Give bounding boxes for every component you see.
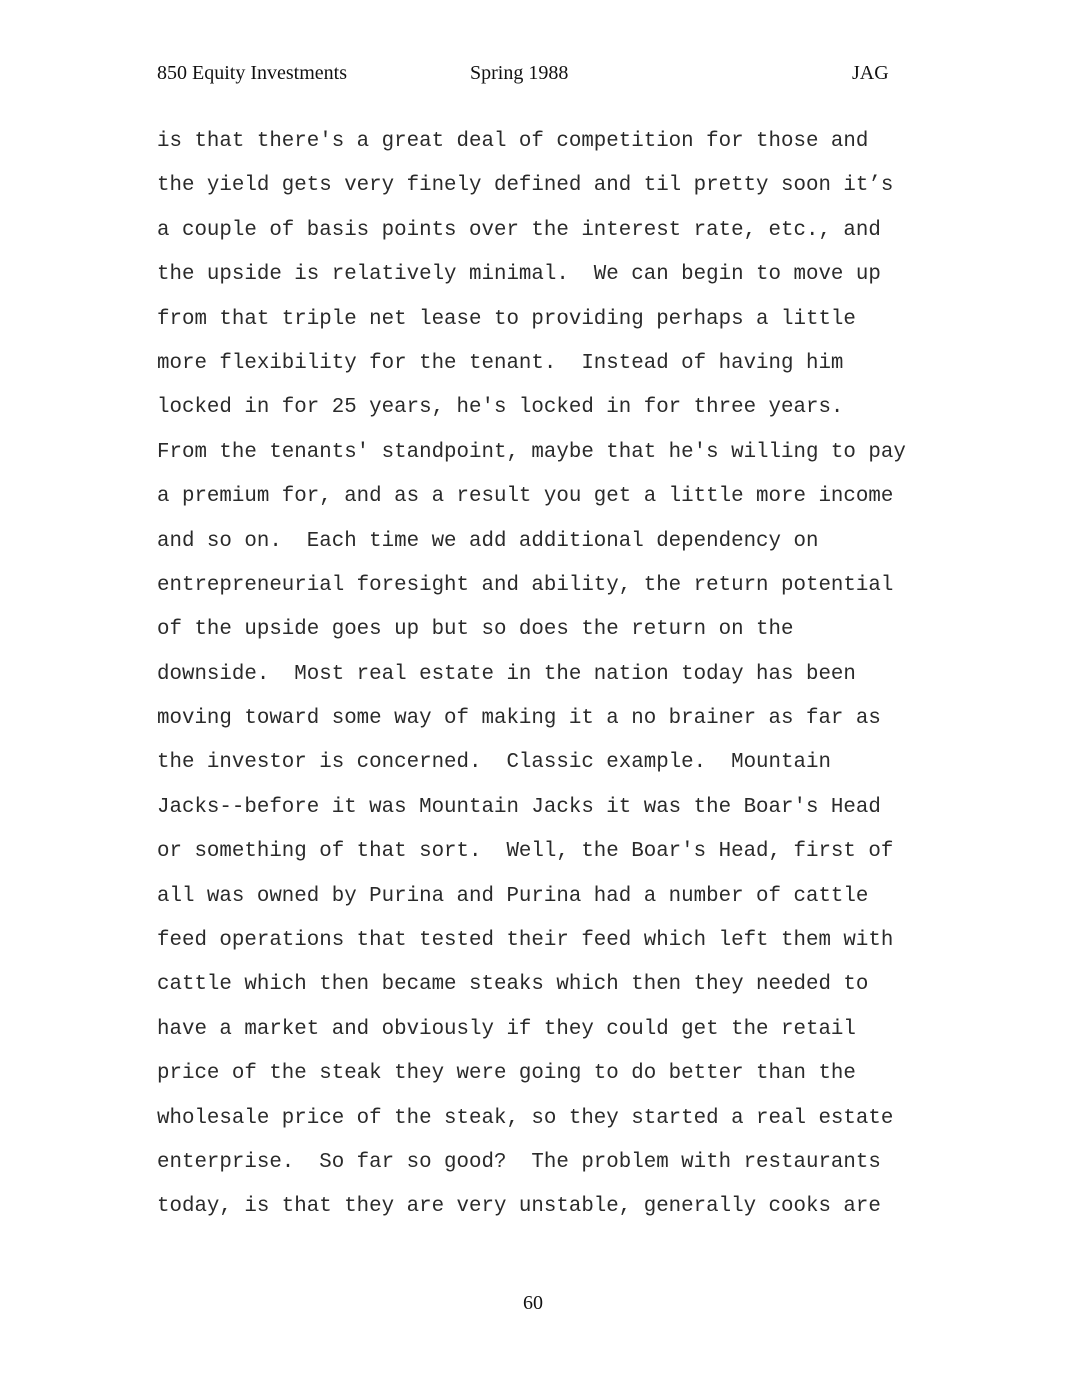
text-line: Jacks--before it was Mountain Jacks it was the Boar's Head	[157, 795, 881, 819]
text-line: wholesale price of the steak, so they started a real estate	[157, 1106, 894, 1130]
page-header	[0, 62, 1066, 92]
text-line: entrepreneurial foresight and ability, the return potential	[157, 573, 894, 597]
header-term: Spring 1988	[470, 62, 569, 84]
text-line: cattle which then became steaks which then they needed to	[157, 973, 869, 997]
text-line: feed operations that tested their feed which left them with	[157, 929, 894, 953]
text-line: moving toward some way of making it a no brainer as far as	[157, 707, 881, 731]
text-line: have a market and obviously if they could get the retail	[157, 1017, 856, 1041]
text-line: enterprise. So far so good? The problem with restaurants	[157, 1150, 881, 1174]
text-line: downside. Most real estate in the nation today has been	[157, 662, 856, 686]
text-line: more flexibility for the tenant. Instead of having him	[157, 351, 844, 375]
text-line: and so on. Each time we add additional dependency on	[157, 529, 819, 553]
text-line: the upside is relatively minimal. We can begin to move up	[157, 263, 881, 287]
transcript-body	[157, 120, 957, 1230]
text-line: price of the steak they were going to do better than the	[157, 1062, 856, 1086]
text-line: of the upside goes up but so does the return on the	[157, 618, 794, 642]
text-line: today, is that they are very unstable, generally cooks are	[157, 1195, 881, 1219]
text-line: locked in for 25 years, he's locked in for three years.	[157, 396, 844, 420]
page-number: 60	[523, 1292, 543, 1314]
text-line: from that triple net lease to providing perhaps a little	[157, 307, 856, 331]
text-line: a premium for, and as a result you get a little more income	[157, 485, 894, 509]
text-line: or something of that sort. Well, the Boar's Head, first of	[157, 840, 894, 864]
text-line: From the tenants' standpoint, maybe that he's willing to pay	[157, 440, 906, 464]
header-course-title: 850 Equity Investments	[157, 62, 347, 84]
text-line: is that there's a great deal of competition for those and	[157, 130, 869, 153]
text-line: the investor is concerned. Classic example. Mountain	[157, 751, 831, 775]
header-initials: JAG	[852, 62, 889, 84]
text-line: the yield gets very finely defined and til pretty soon it’s	[157, 174, 894, 198]
text-line: a couple of basis points over the interest rate, etc., and	[157, 218, 881, 242]
text-line: all was owned by Purina and Purina had a number of cattle	[157, 884, 869, 908]
